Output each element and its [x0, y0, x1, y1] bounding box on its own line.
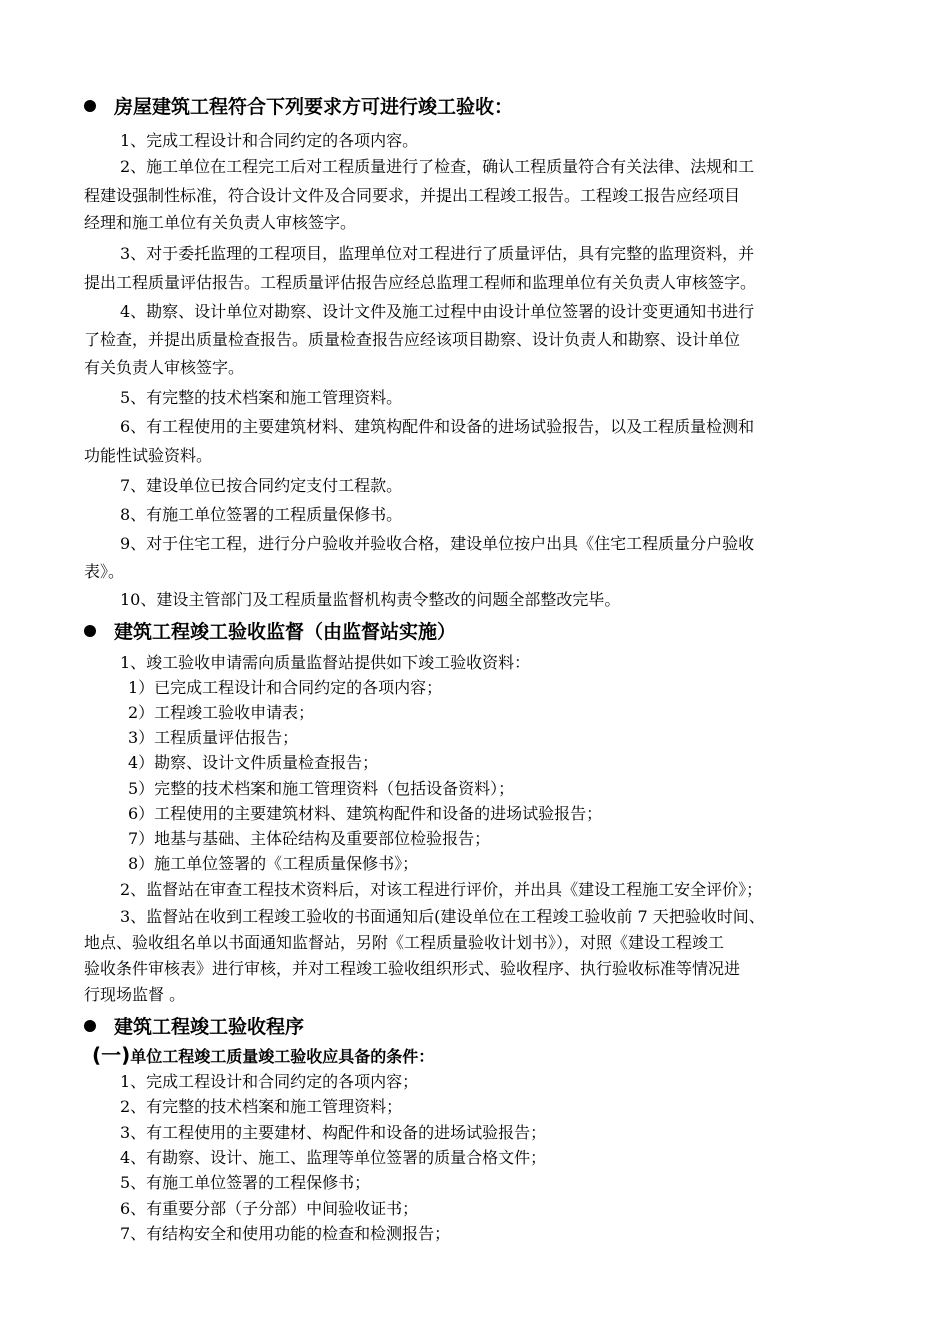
requirement-item-cont: 经理和施工单位有关负责人审核签字。 — [84, 213, 357, 232]
supervision-item: 3、监督站在收到工程竣工验收的书面通知后(建设单位在工程竣工验收前 7 天把验收时间、 — [120, 907, 765, 926]
requirement-item: 1、完成工程设计和合同约定的各项内容。 — [120, 131, 419, 150]
requirement-item-cont: 程建设强制性标准，符合设计文件及合同要求，并提出工程竣工报告。工程竣工报告应经项目 — [84, 186, 741, 205]
section-heading-acceptance-requirements: 房屋建筑工程符合下列要求方可进行竣工验收： — [84, 92, 513, 122]
requirement-item: 8、有施工单位签署的工程质量保修书。 — [120, 505, 403, 524]
supervision-item: 1、竣工验收申请需向质量监督站提供如下竣工验收资料： — [120, 653, 531, 672]
subsection-heading-conditions: (一)单位工程竣工质量竣工验收应具备的条件： — [92, 1043, 435, 1067]
requirement-item-cont: 提出工程质量评估报告。工程质量评估报告应经总监理工程师和监理单位有关负责人审核签字。 — [84, 273, 757, 292]
requirement-item-cont: 表》。 — [84, 562, 125, 581]
supervision-subitem: 5）完整的技术档案和施工管理资料（包括设备资料）； — [128, 779, 515, 798]
requirement-item-cont: 功能性试验资料。 — [84, 446, 213, 465]
section-heading-supervision: 建筑工程竣工验收监督（由监督站实施） — [84, 617, 456, 647]
requirement-item: 6、有工程使用的主要建筑材料、建筑构配件和设备的进场试验报告，以及工程质量检测和 — [120, 417, 755, 436]
requirement-item: 7、建设单位已按合同约定支付工程款。 — [120, 476, 403, 495]
requirement-item: 2、施工单位在工程完工后对工程质量进行了检查，确认工程质量符合有关法律、法规和工 — [120, 157, 755, 176]
supervision-item: 2、监督站在审查工程技术资料后，对该工程进行评价，并出具《建设工程施工安全评价》； — [120, 880, 763, 899]
bullet-icon — [84, 625, 96, 637]
supervision-item-cont: 地点、验收组名单以书面通知监督站，另附《工程质量验收计划书》），对照《建设工程竣工 — [84, 933, 725, 952]
supervision-subitem: 8）施工单位签署的《工程质量保修书》； — [128, 854, 419, 873]
supervision-subitem: 2）工程竣工验收申请表； — [128, 703, 315, 722]
supervision-subitem: 6）工程使用的主要建筑材料、建筑构配件和设备的进场试验报告； — [128, 804, 603, 823]
condition-item: 6、有重要分部（子分部）中间验收证书； — [120, 1199, 419, 1218]
requirement-item: 10、建设主管部门及工程质量监督机构责令整改的问题全部整改完毕。 — [120, 590, 621, 609]
requirement-item-cont: 了检查，并提出质量检查报告。质量检查报告应经该项目勘察、设计负责人和勘察、设计单位 — [84, 330, 741, 349]
condition-item: 7、有结构安全和使用功能的检查和检测报告； — [120, 1224, 451, 1243]
supervision-subitem: 1）已完成工程设计和合同约定的各项内容； — [128, 678, 443, 697]
condition-item: 1、完成工程设计和合同约定的各项内容； — [120, 1072, 419, 1091]
requirement-item: 3、对于委托监理的工程项目，监理单位对工程进行了质量评估，具有完整的监理资料，并 — [120, 244, 755, 263]
requirement-item: 4、勘察、设计单位对勘察、设计文件及施工过程中由设计单位签署的设计变更通知书进行 — [120, 302, 755, 321]
condition-item: 4、有勘察、设计、施工、监理等单位签署的质量合格文件； — [120, 1148, 547, 1167]
bullet-icon — [84, 1020, 96, 1032]
supervision-subitem: 3）工程质量评估报告； — [128, 728, 299, 747]
requirement-item-cont: 有关负责人审核签字。 — [84, 358, 245, 377]
supervision-subitem: 7）地基与基础、主体砼结构及重要部位检验报告； — [128, 829, 491, 848]
section-heading-procedure: 建筑工程竣工验收程序 — [84, 1012, 304, 1042]
condition-item: 2、有完整的技术档案和施工管理资料； — [120, 1097, 403, 1116]
requirement-item: 9、对于住宅工程，进行分户验收并验收合格，建设单位按户出具《住宅工程质量分户验收 — [120, 534, 755, 553]
supervision-item-cont: 验收条件审核表》进行审核，并对工程竣工验收组织形式、验收程序、执行验收标准等情况进 — [84, 959, 741, 978]
condition-item: 3、有工程使用的主要建材、构配件和设备的进场试验报告； — [120, 1123, 547, 1142]
condition-item: 5、有施工单位签署的工程保修书； — [120, 1173, 371, 1192]
supervision-subitem: 4）勘察、设计文件质量检查报告； — [128, 753, 379, 772]
bullet-icon — [84, 100, 96, 112]
requirement-item: 5、有完整的技术档案和施工管理资料。 — [120, 388, 403, 407]
supervision-item-cont: 行现场监督 。 — [84, 985, 186, 1004]
